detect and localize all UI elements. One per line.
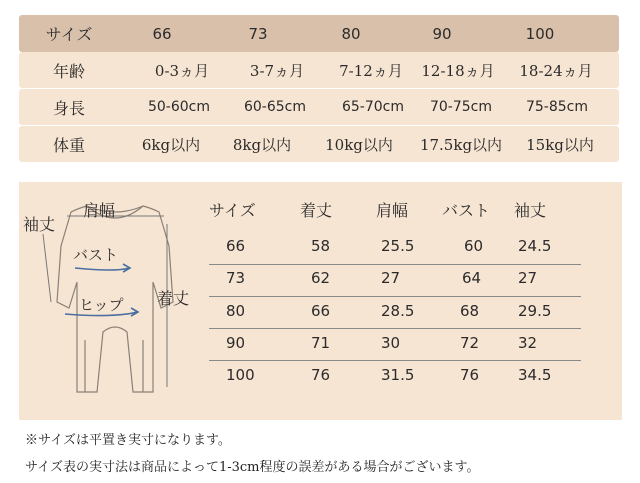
cell-bust: 64 bbox=[462, 269, 482, 287]
cell-size: 80 bbox=[226, 302, 246, 320]
age-cell: 18-24ヵ月 bbox=[519, 61, 593, 80]
cell-length: 71 bbox=[311, 334, 331, 352]
age-cell: 0-3ヵ月 bbox=[154, 61, 210, 80]
cell-bust: 76 bbox=[460, 366, 480, 384]
cell-shoulder: 25.5 bbox=[381, 237, 415, 255]
cell-sleeve: 27 bbox=[518, 269, 538, 287]
cell-size: 73 bbox=[226, 269, 246, 287]
cell-sleeve: 24.5 bbox=[518, 237, 552, 255]
cell-sleeve: 34.5 bbox=[518, 366, 552, 384]
header-length: 着丈 bbox=[300, 201, 333, 220]
weight-cell: 17.5kg以内 bbox=[419, 135, 503, 154]
size-cell: 66 bbox=[152, 24, 172, 43]
cell-length: 62 bbox=[311, 269, 331, 287]
header-sleeve: 袖丈 bbox=[514, 201, 547, 220]
cell-size: 100 bbox=[226, 366, 255, 384]
size-cell: 73 bbox=[248, 24, 268, 43]
cell-bust: 60 bbox=[464, 237, 484, 255]
length-cell: 75-85cm bbox=[525, 99, 588, 115]
cell-bust: 72 bbox=[460, 334, 480, 352]
header-bust: バスト bbox=[442, 201, 491, 220]
weight-cell: 10kg以内 bbox=[325, 135, 393, 154]
bust-label: バスト bbox=[73, 246, 119, 264]
cell-shoulder: 31.5 bbox=[381, 366, 415, 384]
sleeve-label: 袖丈 bbox=[23, 215, 56, 234]
cell-shoulder: 27 bbox=[381, 269, 401, 287]
length-cell: 60-65cm bbox=[243, 99, 306, 115]
size-row bbox=[19, 15, 619, 52]
age-cell: 3-7ヵ月 bbox=[249, 61, 305, 80]
size-cell: 90 bbox=[432, 24, 452, 43]
header-size: サイズ bbox=[209, 201, 256, 220]
cell-shoulder: 28.5 bbox=[381, 302, 415, 320]
shoulder-label: 肩幅 bbox=[83, 201, 116, 220]
cell-bust: 68 bbox=[460, 302, 480, 320]
length-row bbox=[19, 89, 619, 125]
cell-length: 58 bbox=[311, 237, 331, 255]
length-cell: 50-60cm bbox=[147, 99, 210, 115]
age-row bbox=[19, 52, 619, 88]
age-cell: 12-18ヵ月 bbox=[421, 61, 495, 80]
weight-row bbox=[19, 126, 619, 162]
cell-shoulder: 30 bbox=[381, 334, 401, 352]
cell-sleeve: 29.5 bbox=[518, 302, 552, 320]
cell-length: 66 bbox=[311, 302, 331, 320]
note-tolerance: サイズ表の実寸法は商品によって1-3cm程度の誤差がある場合がございます。 bbox=[25, 460, 480, 475]
length-cell: 65-70cm bbox=[341, 99, 404, 115]
weight-cell: 8kg以内 bbox=[232, 135, 292, 154]
length-row-label: 身長 bbox=[52, 98, 85, 118]
row-divider bbox=[209, 296, 581, 297]
length-cell: 70-75cm bbox=[429, 99, 492, 115]
weight-cell: 15kg以内 bbox=[526, 135, 594, 154]
measurement-panel bbox=[19, 182, 622, 420]
size-cell: 100 bbox=[525, 24, 555, 43]
cell-sleeve: 32 bbox=[518, 334, 538, 352]
age-row-label: 年齢 bbox=[52, 61, 85, 81]
size-cell: 80 bbox=[341, 24, 361, 43]
cell-size: 90 bbox=[226, 334, 246, 352]
age-cell: 7-12ヵ月 bbox=[339, 61, 403, 80]
row-divider bbox=[209, 360, 581, 361]
length-label: 着丈 bbox=[157, 289, 190, 308]
row-divider bbox=[209, 328, 581, 329]
size-row-label: サイズ bbox=[45, 25, 93, 44]
row-divider bbox=[209, 264, 581, 265]
weight-row-label: 体重 bbox=[52, 135, 85, 155]
cell-length: 76 bbox=[311, 366, 331, 384]
weight-cell: 6kg以内 bbox=[141, 135, 201, 154]
header-shoulder: 肩幅 bbox=[376, 201, 409, 220]
cell-size: 66 bbox=[226, 237, 246, 255]
hip-label: ヒップ bbox=[79, 296, 124, 314]
note-flat-measure: ※サイズは平置き実寸になります。 bbox=[25, 433, 231, 448]
